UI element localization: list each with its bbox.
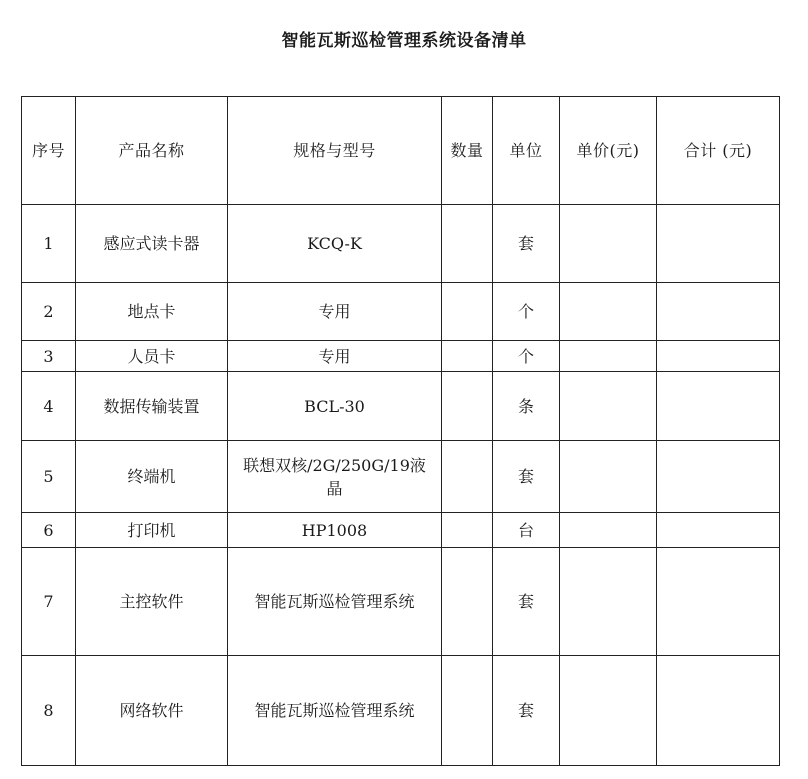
cell-spec: BCL-30: [228, 372, 442, 441]
table-row: [22, 372, 780, 441]
header-no: 序号: [22, 97, 76, 205]
cell-total: [657, 548, 780, 656]
cell-price: [560, 372, 657, 441]
cell-no: 5: [22, 441, 76, 513]
cell-qty: [442, 548, 493, 656]
cell-total: [657, 372, 780, 441]
cell-price: [560, 283, 657, 341]
cell-spec: 智能瓦斯巡检管理系统: [228, 656, 442, 766]
table-row: [22, 341, 780, 372]
cell-total: [657, 656, 780, 766]
cell-no: 8: [22, 656, 76, 766]
document-title: 智能瓦斯巡检管理系统设备清单: [281, 31, 527, 51]
cell-qty: [442, 283, 493, 341]
cell-price: [560, 656, 657, 766]
cell-total: [657, 513, 780, 548]
cell-total: [657, 341, 780, 372]
table-row: [22, 656, 780, 766]
cell-name: 主控软件: [76, 548, 228, 656]
cell-spec: 专用: [228, 283, 442, 341]
table-row: [22, 548, 780, 656]
cell-unit: 套: [493, 205, 560, 283]
cell-no: 4: [22, 372, 76, 441]
cell-no: 1: [22, 205, 76, 283]
cell-name: 网络软件: [76, 656, 228, 766]
cell-name: 打印机: [76, 513, 228, 548]
cell-price: [560, 548, 657, 656]
cell-no: 2: [22, 283, 76, 341]
cell-no: 6: [22, 513, 76, 548]
cell-name: 人员卡: [76, 341, 228, 372]
header-unit: 单位: [493, 97, 560, 205]
cell-name: 感应式读卡器: [76, 205, 228, 283]
cell-total: [657, 205, 780, 283]
table-row: [22, 441, 780, 513]
cell-price: [560, 441, 657, 513]
cell-price: [560, 513, 657, 548]
cell-unit: 个: [493, 283, 560, 341]
cell-spec: HP1008: [228, 513, 442, 548]
cell-spec: KCQ-K: [228, 205, 442, 283]
equipment-table: [21, 96, 780, 766]
cell-unit: 套: [493, 548, 560, 656]
cell-name: 数据传输装置: [76, 372, 228, 441]
header-spec: 规格与型号: [228, 97, 442, 205]
table-row: [22, 205, 780, 283]
cell-spec: 智能瓦斯巡检管理系统: [228, 548, 442, 656]
table-row: [22, 513, 780, 548]
cell-no: 7: [22, 548, 76, 656]
cell-unit: 条: [493, 372, 560, 441]
cell-qty: [442, 441, 493, 513]
cell-unit: 套: [493, 656, 560, 766]
cell-spec: 专用: [228, 341, 442, 372]
cell-unit: 台: [493, 513, 560, 548]
cell-spec: 联想双核/2G/250G/19液晶: [228, 441, 442, 513]
header-price: 单价(元): [560, 97, 657, 205]
cell-name: 地点卡: [76, 283, 228, 341]
cell-unit: 套: [493, 441, 560, 513]
cell-name: 终端机: [76, 441, 228, 513]
cell-qty: [442, 372, 493, 441]
table-row: [22, 283, 780, 341]
cell-qty: [442, 341, 493, 372]
header-name: 产品名称: [76, 97, 228, 205]
cell-unit: 个: [493, 341, 560, 372]
cell-total: [657, 441, 780, 513]
cell-qty: [442, 513, 493, 548]
cell-no: 3: [22, 341, 76, 372]
cell-qty: [442, 656, 493, 766]
header-total: 合计 (元): [657, 97, 780, 205]
cell-price: [560, 341, 657, 372]
cell-price: [560, 205, 657, 283]
header-row: [22, 97, 780, 205]
cell-total: [657, 283, 780, 341]
header-qty: 数量: [442, 97, 493, 205]
cell-qty: [442, 205, 493, 283]
